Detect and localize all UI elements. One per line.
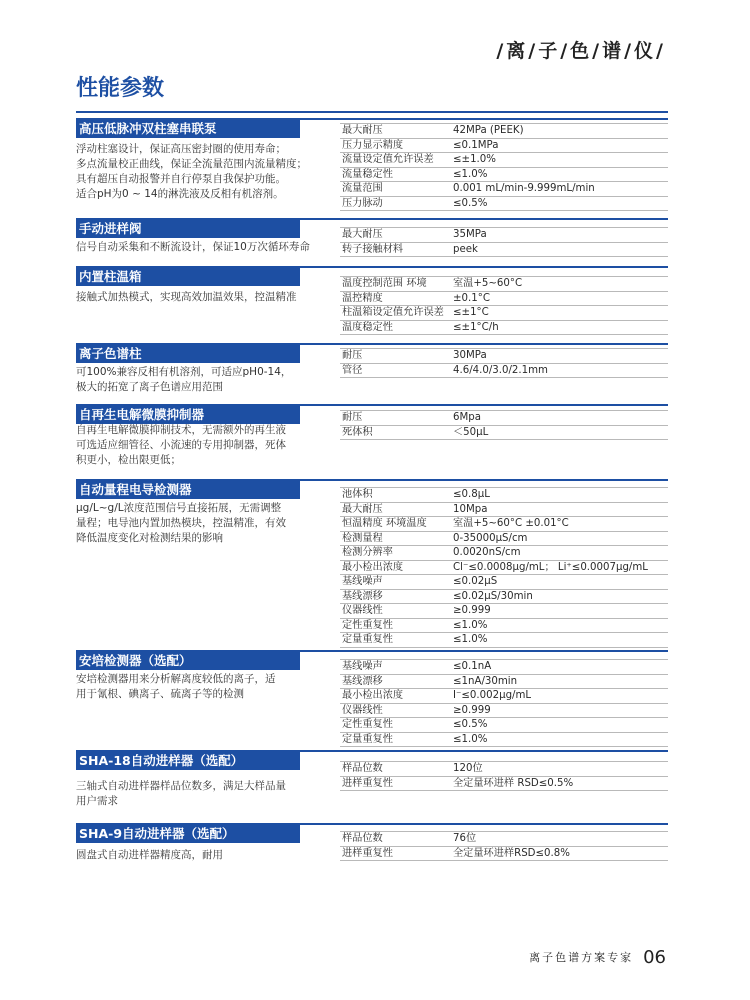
description-line: 浮动柱塞设计，保证高压密封圈的使用寿命； [76,143,286,155]
spec-label: 进样重复性 [342,847,393,859]
description-line: 三轴式自动进样器样品位数多，满足大样品量 [76,780,286,792]
spec-row [340,689,668,704]
spec-row [340,575,668,590]
description-line: 适合pH为0 ~ 14的淋洗液及反相有机溶剂。 [76,188,284,200]
spec-value: ≤0.8μL [453,489,490,500]
spec-label: 定性重复性 [342,719,393,730]
spec-table [340,659,668,747]
spec-row [340,761,668,777]
spec-label: 耐压 [342,412,363,423]
spec-label: 温度稳定性 [342,321,393,333]
spec-table [340,348,668,378]
spec-value: ±0.1°C [453,292,490,304]
spec-value: ≥0.999 [453,704,491,716]
spec-value: 0.0020nS/cm [453,547,521,558]
spec-row [340,659,668,675]
spec-label: 池体积 [342,489,373,500]
spec-value: Cl⁻≤0.0008μg/mL； Li⁺≤0.0007μg/mL [453,561,648,573]
spec-row [340,123,668,139]
description-line: 接触式加热模式，实现高效加温效果，控温精准 [76,291,297,303]
spec-value: 全定量环进样 RSD≤0.5% [453,777,574,789]
spec-value: 30MPa [453,350,487,361]
spec-table [340,831,668,861]
spec-row [340,675,668,690]
spec-row [340,426,668,441]
title-divider [76,111,668,113]
spec-label: 定量重复性 [342,634,393,645]
footer [529,947,666,968]
section-description [76,142,308,202]
spec-row [340,532,668,547]
description-line: 具有超压自动报警并自行停泵自我保护功能。 [76,173,286,185]
spec-label: 仪器线性 [342,605,383,616]
spec-label: 检测量程 [342,532,383,544]
section-title: 内置柱温箱 [76,268,300,286]
spec-value: ≤0.02μS [453,576,498,587]
description-line: 积更小，检出限更低； [76,454,181,466]
spec-label: 基线漂移 [342,675,383,687]
description-line: 可选适应细管径、小流速的专用抑制器，死体 [76,439,286,451]
spec-label: 检测分辨率 [342,547,393,558]
spec-table [340,761,668,791]
spec-row [340,348,668,364]
spec-label: 样品位数 [342,833,383,844]
spec-value: ≤1nA/30min [453,675,518,687]
spec-label: 流量范围 [342,183,383,194]
spec-label: 基线噪声 [342,661,383,672]
spec-row [340,364,668,379]
spec-value: 6Mpa [453,412,481,423]
spec-value: 室温+5~60°C ±0.01°C [453,518,569,529]
spec-row [340,517,668,532]
spec-row [340,243,668,258]
spec-label: 基线漂移 [342,590,383,602]
spec-row [340,604,668,619]
spec-row [340,561,668,576]
spec-row [340,847,668,862]
spec-row [340,633,668,648]
spec-value: 42MPa (PEEK) [453,125,524,136]
spec-label: 最小检出浓度 [342,561,404,573]
spec-label: 死体积 [342,426,373,438]
page-number: 06 [643,947,666,968]
section-description [76,423,308,468]
spec-row [340,704,668,719]
spec-row [340,831,668,847]
description-line: 降低温度变化对检测结果的影响 [76,532,223,544]
spec-row [340,733,668,748]
description-line: 安培检测器用来分析解离度较低的离子，适 [76,673,276,685]
description-line: 可100%兼容反相有机溶剂，可适应pH0-14， [76,366,292,378]
spec-label: 恒温精度 环境温度 [342,518,427,529]
section-description [76,672,308,702]
section-title: 高压低脉冲双柱塞串联泵 [76,120,300,138]
spec-value: 35MPa [453,229,487,240]
brand-title: /离/子/色/谱/仪/ [496,40,666,62]
spec-label: 仪器线性 [342,704,383,716]
spec-row [340,153,668,168]
spec-value: 76位 [453,833,477,844]
section-description [76,501,308,546]
spec-label: 样品位数 [342,763,383,774]
spec-label: 最大耐压 [342,503,383,515]
spec-value: ≤1.0% [453,733,488,745]
spec-row [340,718,668,733]
spec-label: 定性重复性 [342,619,393,631]
spec-label: 基线噪声 [342,576,383,587]
section-description [76,240,308,255]
spec-label: 流量设定值允许误差 [342,154,434,165]
section-description [76,365,308,395]
section-title: 离子色谱柱 [76,345,300,363]
spec-value: ≤1.0% [453,634,488,645]
description-line: 极大的拓宽了离子色谱应用范围 [76,381,223,393]
spec-value: ≤0.02μS/30min [453,590,533,602]
spec-value: 4.6/4.0/3.0/2.1mm [453,364,548,376]
description-line: 用于氰根、碘离子、硫离子等的检测 [76,688,244,700]
spec-label: 柱温箱设定值允许误差 [342,307,444,318]
spec-label: 最大耐压 [342,125,383,136]
description-line: 用户需求 [76,795,118,807]
description-line: 多点流量校正曲线，保证全流量范围内流量精度； [76,158,307,170]
spec-label: 定量重复性 [342,733,393,745]
section-title: SHA-18自动进样器（选配） [76,752,300,770]
spec-label: 最小检出浓度 [342,690,404,701]
spec-label: 耐压 [342,350,363,361]
spec-row [340,139,668,154]
spec-label: 流量稳定性 [342,168,393,180]
spec-value: 120位 [453,763,483,774]
spec-table [340,410,668,440]
section-title: SHA-9自动进样器（选配） [76,825,300,843]
description-line: 信号自动采集和不断流设计，保证10万次循环寿命 [76,241,310,253]
spec-table [340,487,668,648]
spec-label: 转子接触材料 [342,243,404,255]
spec-label: 温控精度 [342,292,383,304]
spec-value: ≤0.1MPa [453,139,499,151]
spec-row [340,182,668,197]
spec-table [340,276,668,335]
spec-value: I⁻≤0.002μg/mL [453,690,532,701]
spec-row [340,276,668,292]
spec-value: 室温+5~60°C [453,278,523,289]
spec-row [340,168,668,183]
spec-value: 0.001 mL/min-9.999mL/min [453,183,595,194]
spec-value: peek [453,243,478,255]
spec-value: ≤±1°C [453,307,489,318]
spec-row [340,197,668,212]
section-description [76,290,308,305]
spec-row [340,292,668,307]
spec-label: 进样重复性 [342,777,393,789]
spec-label: 温度控制范围 环境 [342,278,427,289]
section-title: 手动进样阀 [76,220,300,238]
spec-label: 管径 [342,364,363,376]
spec-label: 压力脉动 [342,197,383,209]
spec-value: ≤1.0% [453,619,488,631]
spec-value: ≤1.0% [453,168,488,180]
spec-value: ≤0.5% [453,719,488,730]
spec-value: ≤±1°C/h [453,321,499,333]
spec-row [340,227,668,243]
spec-value: ≤0.1nA [453,661,492,672]
spec-value: ≤±1.0% [453,154,496,165]
section-title: 安培检测器（选配） [76,652,300,670]
page-title: 性能参数 [76,76,165,101]
spec-row [340,619,668,634]
spec-value: 10Mpa [453,503,488,515]
section-title: 自动量程电导检测器 [76,481,300,499]
section-title: 自再生电解微膜抑制器 [76,406,300,424]
spec-value: 全定量环进样RSD≤0.8% [453,847,570,859]
spec-label: 压力显示精度 [342,139,404,151]
description-line: 圆盘式自动进样器精度高，耐用 [76,849,223,861]
spec-value: ＜50μL [453,426,489,438]
description-line: μg/L~g/L浓度范围信号直接拓展，无需调整 [76,502,282,514]
spec-row [340,546,668,561]
spec-label: 最大耐压 [342,229,383,240]
spec-value: ≤0.5% [453,197,488,209]
spec-table [340,123,668,211]
footer-tagline: 离子色谱方案专家 [529,951,634,964]
section-description [76,848,308,863]
section-description [76,779,308,809]
description-line: 量程；电导池内置加热模块，控温精准，有效 [76,517,286,529]
spec-value: 0-35000μS/cm [453,532,528,544]
spec-row [340,777,668,792]
spec-row [340,306,668,321]
spec-row [340,487,668,503]
spec-value: ≥0.999 [453,605,491,616]
description-line: 自再生电解微膜抑制技术，无需额外的再生液 [76,424,286,436]
spec-row [340,590,668,605]
spec-table [340,227,668,257]
spec-row [340,321,668,336]
spec-row [340,503,668,518]
spec-row [340,410,668,426]
